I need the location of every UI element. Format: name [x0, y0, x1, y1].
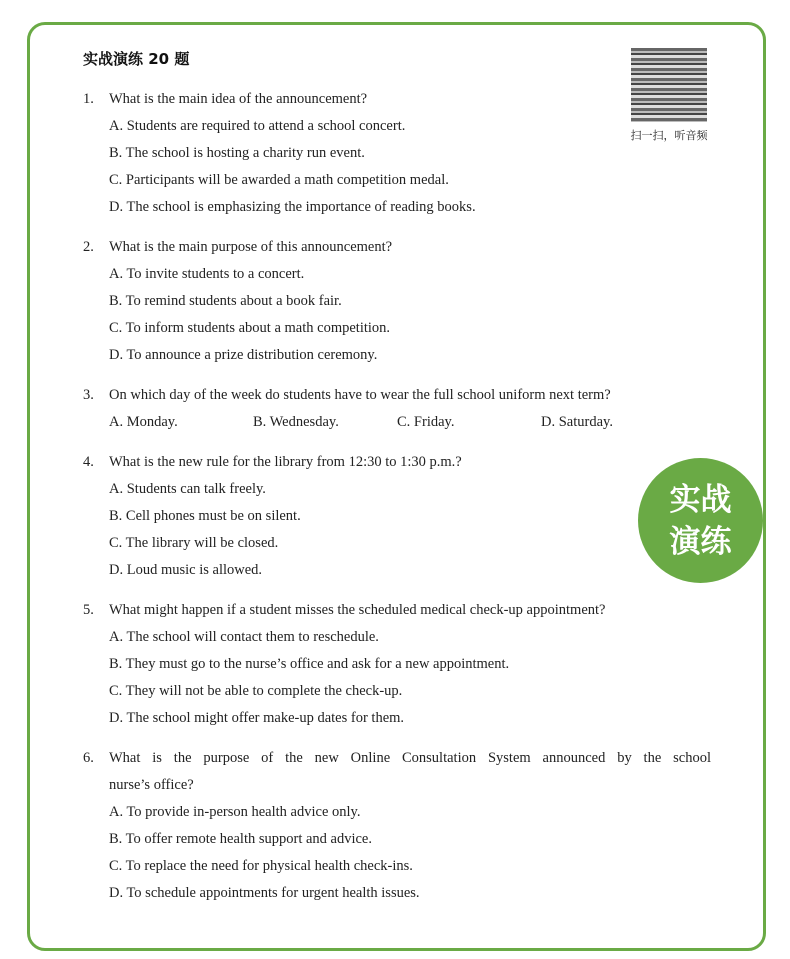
answer-option: A. Students can talk freely.	[109, 481, 266, 497]
answer-option: C. To replace the need for physical health check-ins.	[109, 858, 413, 874]
badge-line-1: 实战	[669, 481, 732, 518]
answer-option: D. To announce a prize distribution ceremony.	[109, 347, 378, 363]
answer-option: C. To inform students about a math competition.	[109, 320, 391, 336]
question-number: 5.	[83, 602, 94, 618]
answer-option: A. Students are required to attend a school concert.	[109, 118, 406, 134]
answer-option: B. Cell phones must be on silent.	[109, 508, 301, 524]
answer-option: D. Saturday.	[541, 414, 613, 430]
question-text: nurse’s office?	[109, 777, 194, 793]
answer-option: A. To invite students to a concert.	[109, 266, 305, 282]
answer-option: C. The library will be closed.	[109, 535, 279, 551]
practice-badge	[638, 458, 763, 583]
answer-option: D. Loud music is allowed.	[109, 562, 263, 578]
answer-option: B. Wednesday.	[253, 414, 339, 430]
answer-option: D. To schedule appointments for urgent health issues.	[109, 885, 420, 901]
question-text: What is the purpose of the new Online Consultation System announced by the school	[109, 750, 711, 766]
question-text: On which day of the week do students have to wear the full school uniform next term?	[109, 387, 611, 403]
answer-option: B. To offer remote health support and advice.	[109, 831, 372, 847]
answer-option: C. Friday.	[397, 414, 455, 430]
answer-option: A. The school will contact them to reschedule.	[109, 629, 379, 645]
question-number: 2.	[83, 239, 94, 255]
answer-option: D. The school is emphasizing the importance of reading books.	[109, 199, 476, 215]
question-number: 3.	[83, 387, 94, 403]
qr-caption: 扫一扫，听音频	[630, 130, 708, 142]
section-title: 实战演练 20 题	[83, 50, 190, 68]
answer-option: C. They will not be able to complete the check-up.	[109, 683, 403, 699]
qr-code[interactable]	[631, 48, 707, 122]
answer-option: B. The school is hosting a charity run event.	[109, 145, 365, 161]
answer-option: A. Monday.	[109, 414, 178, 430]
question-number: 6.	[83, 750, 94, 766]
question-number: 4.	[83, 454, 94, 470]
answer-option: B. To remind students about a book fair.	[109, 293, 342, 309]
badge-line-2: 演练	[669, 523, 732, 560]
answer-option: A. To provide in-person health advice only.	[109, 804, 361, 820]
question-number: 1.	[83, 91, 94, 107]
question-text: What is the main idea of the announcement?	[109, 91, 368, 107]
answer-option: D. The school might offer make-up dates for them.	[109, 710, 405, 726]
question-text: What might happen if a student misses the scheduled medical check-up appointment?	[109, 602, 606, 618]
answer-option: C. Participants will be awarded a math competition medal.	[109, 172, 449, 188]
answer-option: B. They must go to the nurse’s office and ask for a new appointment.	[109, 656, 510, 672]
question-text: What is the main purpose of this announcement?	[109, 239, 393, 255]
question-text: What is the new rule for the library from 12:30 to 1:30 p.m.?	[109, 454, 462, 470]
